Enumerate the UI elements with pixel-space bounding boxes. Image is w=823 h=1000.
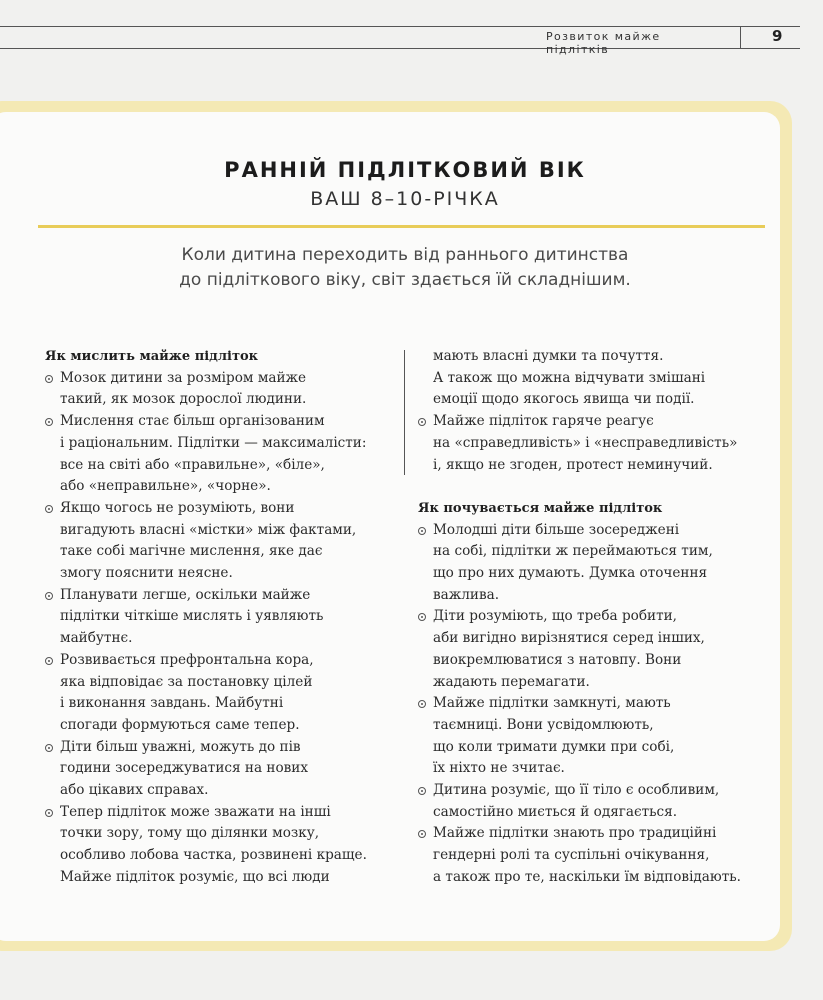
title-rule (38, 225, 765, 228)
line-text: Діти більш уважні, можуть до пів (60, 738, 301, 755)
bullet-item-line (45, 498, 395, 520)
circle-dot-bullet-icon (418, 830, 426, 838)
text-line (45, 563, 395, 585)
text-line (45, 823, 395, 845)
text-line (418, 346, 768, 368)
feeling-list (418, 520, 768, 889)
circle-dot-bullet-icon (418, 527, 426, 535)
line-text: Діти розуміють, що треба робити, (433, 608, 677, 625)
box-subtitle: ВАШ 8–10-РІЧКА (310, 188, 500, 210)
text-line (45, 867, 395, 889)
line-text: спогади формуються саме тепер. (60, 716, 300, 733)
bullet-item-line (45, 368, 395, 390)
line-text: таке собі магічне мислення, яке дає (60, 543, 323, 560)
bullet-item-line (418, 606, 768, 628)
header-separator (740, 26, 741, 48)
text-line (45, 541, 395, 563)
line-text: і, якщо не згоден, протест неминучий. (433, 456, 713, 473)
page-number: 9 (772, 27, 783, 45)
line-text: А також що можна відчувати змішані (433, 369, 706, 386)
left-column (45, 346, 395, 889)
line-text: майбутнє. (60, 630, 133, 647)
circle-dot-bullet-icon (45, 744, 53, 752)
text-line (418, 628, 768, 650)
line-text: Мислення стає більш організованим (60, 413, 325, 430)
text-line (45, 606, 395, 628)
bullet-item-line (418, 780, 768, 802)
section-heading-feeling: Як почувається майже підліток (418, 500, 663, 516)
line-text: особливо лобова частка, розвинені краще. (60, 847, 367, 864)
circle-dot-bullet-icon (45, 657, 53, 665)
section-heading-thinking: Як мислить майже підліток (45, 349, 259, 364)
line-text: що про них думають. Думка оточення (433, 565, 708, 582)
text-line (418, 585, 768, 607)
line-text: емоції щодо якогось явища чи події. (433, 391, 695, 408)
line-text: і виконання завдань. Майбутні (60, 695, 284, 712)
text-line (45, 433, 395, 455)
line-text: Молодші діти більше зосереджені (433, 521, 680, 538)
line-text: аби вигідно вирізнятися серед інших, (433, 630, 705, 647)
line-text: на «справедливість» і «несправедливість» (433, 434, 738, 451)
continuation-block (418, 346, 768, 476)
section-gap (418, 476, 768, 498)
circle-dot-bullet-icon (45, 809, 53, 817)
bullet-item-line (418, 693, 768, 715)
text-line (418, 758, 768, 780)
line-text: яка відповідає за постановку цілей (60, 673, 313, 690)
line-text: важлива. (433, 586, 500, 603)
circle-dot-bullet-icon (418, 613, 426, 621)
line-text: Якщо чогось не розуміють, вони (60, 499, 295, 516)
line-text: Розвивається префронтальна кора, (60, 651, 314, 668)
bullet-item-line (45, 650, 395, 672)
line-text: або цікавих справах. (60, 782, 209, 799)
text-line (418, 368, 768, 390)
text-line (418, 541, 768, 563)
line-text: Майже підлітки знають про традиційні (433, 825, 717, 842)
text-line (45, 476, 395, 498)
running-title: Розвиток майже підлітків (546, 30, 661, 56)
bullet-item-line (45, 585, 395, 607)
text-line (418, 455, 768, 477)
line-text: все на світі або «правильне», «біле», (60, 456, 325, 473)
line-text: і раціональним. Підлітки — максималісти: (60, 434, 367, 451)
text-line (45, 520, 395, 542)
line-text: Майже підлітки замкнуті, мають (433, 695, 671, 712)
line-text: на собі, підлітки ж переймаються тим, (433, 543, 713, 560)
text-line (45, 389, 395, 411)
text-line (418, 737, 768, 759)
text-line (45, 758, 395, 780)
circle-dot-bullet-icon (418, 787, 426, 795)
bullet-item-line (418, 411, 768, 433)
line-text: що коли тримати думки при собі, (433, 738, 675, 755)
text-line (45, 672, 395, 694)
text-line (45, 715, 395, 737)
text-line (45, 845, 395, 867)
bullet-item-line (45, 802, 395, 824)
line-text: Тепер підліток може зважати на інші (60, 803, 331, 820)
circle-dot-bullet-icon (418, 418, 426, 426)
text-line (418, 802, 768, 824)
bullet-item-line (45, 411, 395, 433)
line-text: години зосереджуватися на нових (60, 760, 309, 777)
text-line (418, 672, 768, 694)
line-text: Дитина розуміє, що її тіло є особливим, (433, 782, 720, 799)
bullet-item-line (45, 737, 395, 759)
circle-dot-bullet-icon (418, 700, 426, 708)
text-line (418, 563, 768, 585)
circle-dot-bullet-icon (45, 375, 53, 383)
line-text: жадають перемагати. (433, 673, 590, 690)
line-text: або «неправильне», «чорне». (60, 478, 271, 495)
line-text: змогу пояснити неясне. (60, 565, 233, 582)
line-text: їх ніхто не зчитає. (433, 760, 565, 777)
line-text: виокремлюватися з натовпу. Вони (433, 651, 682, 668)
line-text: а також про те, наскільки їм відповідають. (433, 868, 741, 885)
text-line (418, 650, 768, 672)
text-line (418, 389, 768, 411)
line-text: самостійно миється й одягається. (433, 803, 678, 820)
intro-line: Коли дитина переходить від раннього дитинства (181, 245, 629, 265)
text-line (45, 455, 395, 477)
text-line (418, 845, 768, 867)
line-text: таємниці. Вони усвідомлюють, (433, 716, 654, 733)
line-text: точки зору, тому що ділянки мозку, (60, 825, 320, 842)
line-text: вигадують власні «містки» між фактами, (60, 521, 357, 538)
bullet-item-line (418, 520, 768, 542)
text-line (45, 693, 395, 715)
line-text: Мозок дитини за розміром майже (60, 369, 307, 386)
intro-text (150, 243, 660, 293)
box-title: РАННІЙ ПІДЛІТКОВИЙ ВІК (224, 158, 586, 182)
line-text: підлітки чіткіше мислять і уявляють (60, 608, 324, 625)
circle-dot-bullet-icon (45, 505, 53, 513)
text-line (418, 867, 768, 889)
line-text: Майже підліток гаряче реагує (433, 413, 654, 430)
circle-dot-bullet-icon (45, 418, 53, 426)
line-text: Планувати легше, оскільки майже (60, 586, 311, 603)
line-text: мають власні думки та почуття. (433, 348, 664, 364)
text-line (45, 628, 395, 650)
right-column (418, 346, 768, 889)
header-top-rule (0, 26, 800, 27)
line-text: Майже підліток розуміє, що всі люди (60, 868, 330, 885)
text-line (418, 715, 768, 737)
intro-line: до підліткового віку, світ здається їй складнішим. (179, 270, 631, 290)
line-text: гендерні ролі та суспільні очікування, (433, 847, 710, 864)
column-divider (404, 350, 405, 475)
line-text: такий, як мозок дорослої людини. (60, 391, 307, 408)
text-line (418, 433, 768, 455)
circle-dot-bullet-icon (45, 592, 53, 600)
text-line (45, 780, 395, 802)
bullet-item-line (418, 823, 768, 845)
